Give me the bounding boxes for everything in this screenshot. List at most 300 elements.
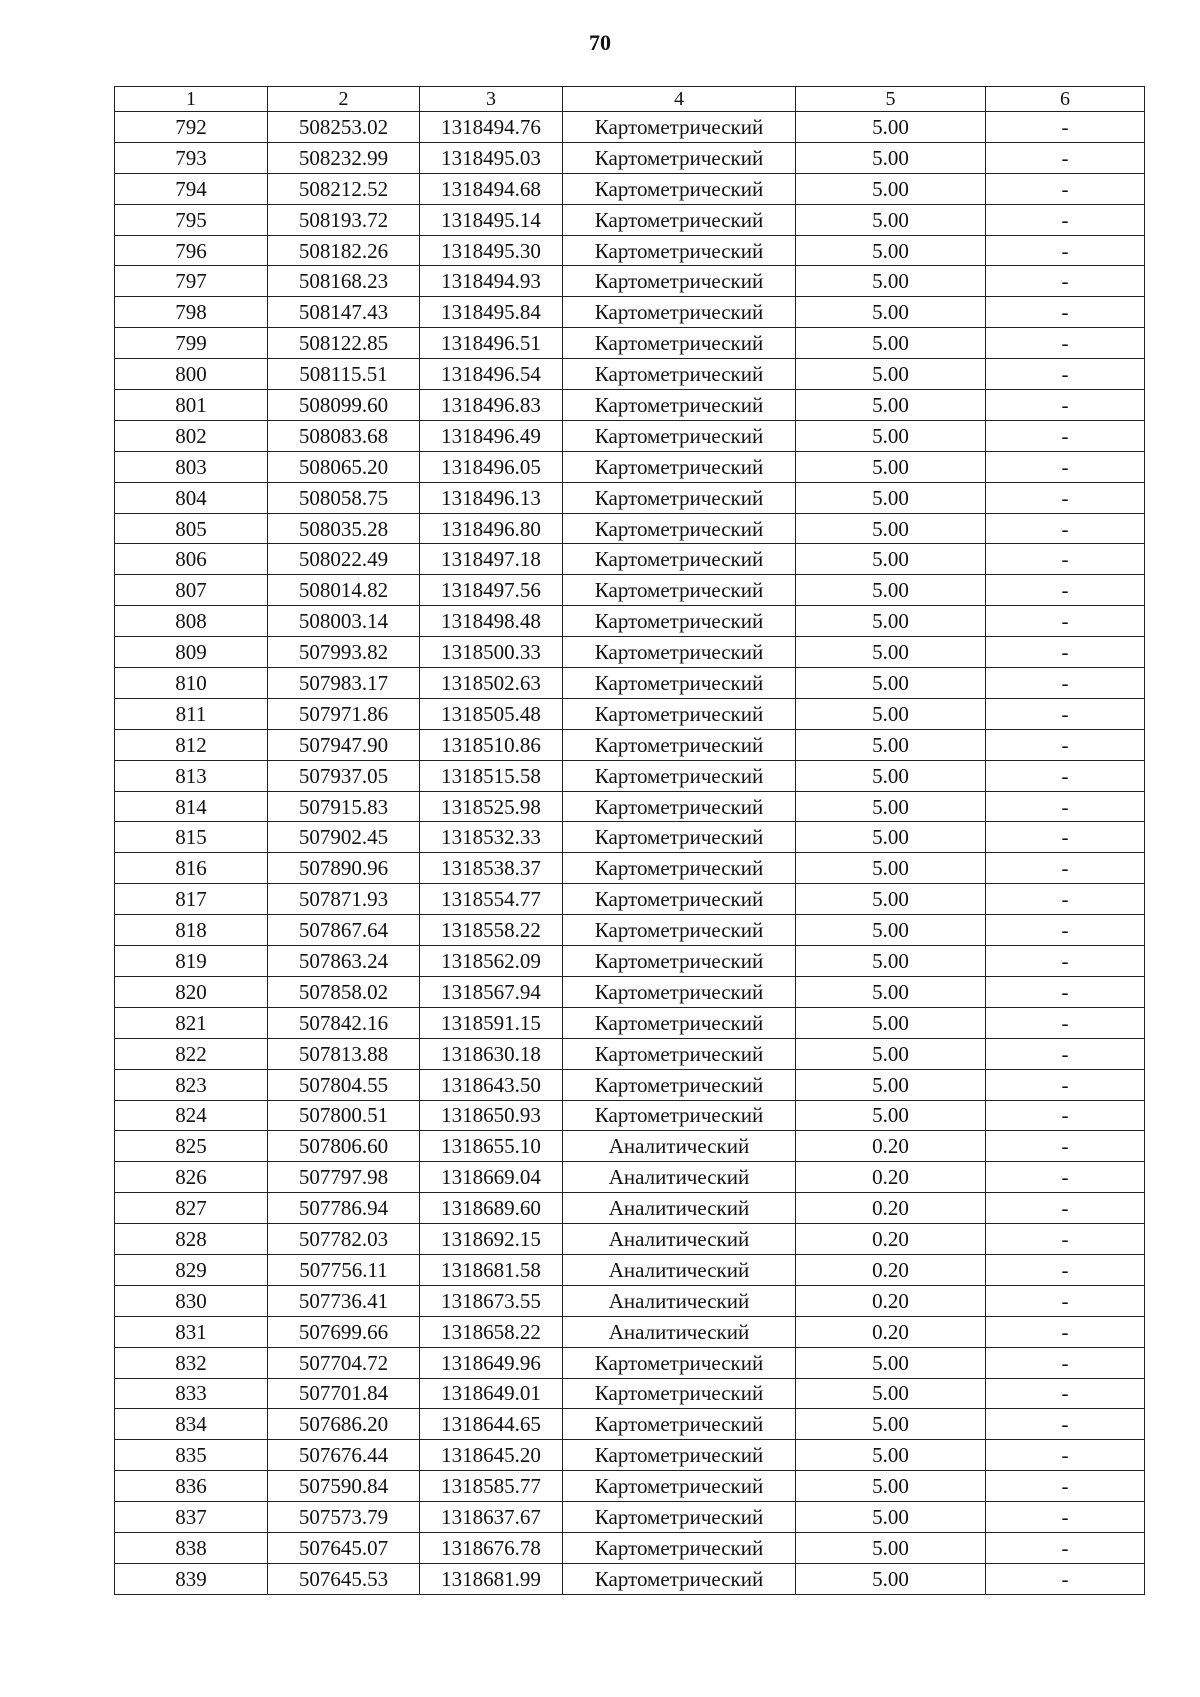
table-row — [115, 513, 1145, 544]
method-cell: Картометрический — [563, 1440, 796, 1471]
y-coordinate-cell: 1318502.63 — [420, 668, 563, 699]
y-coordinate-cell: 1318496.83 — [420, 390, 563, 421]
x-coordinate-cell: 508099.60 — [268, 390, 420, 421]
table-row — [115, 1162, 1145, 1193]
table-row — [115, 235, 1145, 266]
y-coordinate-cell: 1318681.99 — [420, 1563, 563, 1594]
accuracy-cell: 0.20 — [796, 1131, 986, 1162]
y-coordinate-cell: 1318591.15 — [420, 1007, 563, 1038]
point-number-cell: 823 — [115, 1069, 268, 1100]
y-coordinate-cell: 1318495.84 — [420, 297, 563, 328]
x-coordinate-cell: 507937.05 — [268, 760, 420, 791]
note-cell: - — [986, 112, 1145, 143]
method-cell: Картометрический — [563, 1378, 796, 1409]
note-cell: - — [986, 791, 1145, 822]
accuracy-cell: 5.00 — [796, 420, 986, 451]
x-coordinate-cell: 508058.75 — [268, 482, 420, 513]
y-coordinate-cell: 1318500.33 — [420, 637, 563, 668]
note-cell: - — [986, 1563, 1145, 1594]
x-coordinate-cell: 507786.94 — [268, 1193, 420, 1224]
note-cell: - — [986, 328, 1145, 359]
note-cell: - — [986, 359, 1145, 390]
table-row — [115, 544, 1145, 575]
note-cell: - — [986, 1224, 1145, 1255]
accuracy-cell: 5.00 — [796, 359, 986, 390]
note-cell: - — [986, 1162, 1145, 1193]
x-coordinate-cell: 507701.84 — [268, 1378, 420, 1409]
note-cell: - — [986, 390, 1145, 421]
x-coordinate-cell: 508003.14 — [268, 606, 420, 637]
y-coordinate-cell: 1318692.15 — [420, 1224, 563, 1255]
point-number-cell: 827 — [115, 1193, 268, 1224]
method-cell: Картометрический — [563, 606, 796, 637]
point-number-cell: 820 — [115, 976, 268, 1007]
y-coordinate-cell: 1318689.60 — [420, 1193, 563, 1224]
accuracy-cell: 0.20 — [796, 1254, 986, 1285]
table-row — [115, 1409, 1145, 1440]
y-coordinate-cell: 1318538.37 — [420, 853, 563, 884]
point-number-cell: 803 — [115, 451, 268, 482]
y-coordinate-cell: 1318505.48 — [420, 698, 563, 729]
note-cell: - — [986, 235, 1145, 266]
accuracy-cell: 5.00 — [796, 1440, 986, 1471]
column-header-4: 4 — [563, 87, 796, 112]
table-row — [115, 853, 1145, 884]
x-coordinate-cell: 507993.82 — [268, 637, 420, 668]
method-cell: Картометрический — [563, 822, 796, 853]
point-number-cell: 826 — [115, 1162, 268, 1193]
accuracy-cell: 5.00 — [796, 1532, 986, 1563]
note-cell: - — [986, 142, 1145, 173]
y-coordinate-cell: 1318510.86 — [420, 729, 563, 760]
point-number-cell: 821 — [115, 1007, 268, 1038]
y-coordinate-cell: 1318562.09 — [420, 946, 563, 977]
table-row — [115, 142, 1145, 173]
y-coordinate-cell: 1318515.58 — [420, 760, 563, 791]
table-row — [115, 1100, 1145, 1131]
note-cell: - — [986, 884, 1145, 915]
method-cell: Картометрический — [563, 328, 796, 359]
accuracy-cell: 5.00 — [796, 791, 986, 822]
method-cell: Картометрический — [563, 884, 796, 915]
method-cell: Картометрический — [563, 173, 796, 204]
method-cell: Картометрический — [563, 112, 796, 143]
x-coordinate-cell: 507797.98 — [268, 1162, 420, 1193]
x-coordinate-cell: 507686.20 — [268, 1409, 420, 1440]
note-cell: - — [986, 297, 1145, 328]
y-coordinate-cell: 1318643.50 — [420, 1069, 563, 1100]
y-coordinate-cell: 1318554.77 — [420, 884, 563, 915]
header-row — [115, 87, 1145, 112]
method-cell: Картометрический — [563, 359, 796, 390]
point-number-cell: 816 — [115, 853, 268, 884]
point-number-cell: 832 — [115, 1347, 268, 1378]
x-coordinate-cell: 507800.51 — [268, 1100, 420, 1131]
y-coordinate-cell: 1318585.77 — [420, 1471, 563, 1502]
accuracy-cell: 5.00 — [796, 668, 986, 699]
x-coordinate-cell: 508083.68 — [268, 420, 420, 451]
point-number-cell: 813 — [115, 760, 268, 791]
method-cell: Картометрический — [563, 1563, 796, 1594]
note-cell: - — [986, 606, 1145, 637]
table-row — [115, 1502, 1145, 1533]
accuracy-cell: 5.00 — [796, 482, 986, 513]
point-number-cell: 810 — [115, 668, 268, 699]
point-number-cell: 812 — [115, 729, 268, 760]
point-number-cell: 809 — [115, 637, 268, 668]
table-row — [115, 1378, 1145, 1409]
method-cell: Аналитический — [563, 1285, 796, 1316]
accuracy-cell: 5.00 — [796, 729, 986, 760]
note-cell: - — [986, 204, 1145, 235]
x-coordinate-cell: 507756.11 — [268, 1254, 420, 1285]
accuracy-cell: 5.00 — [796, 884, 986, 915]
point-number-cell: 815 — [115, 822, 268, 853]
method-cell: Картометрический — [563, 791, 796, 822]
y-coordinate-cell: 1318495.14 — [420, 204, 563, 235]
method-cell: Картометрический — [563, 1347, 796, 1378]
method-cell: Картометрический — [563, 698, 796, 729]
method-cell: Картометрический — [563, 1069, 796, 1100]
x-coordinate-cell: 507867.64 — [268, 915, 420, 946]
accuracy-cell: 5.00 — [796, 235, 986, 266]
table-row — [115, 1316, 1145, 1347]
method-cell: Аналитический — [563, 1131, 796, 1162]
x-coordinate-cell: 508122.85 — [268, 328, 420, 359]
table-row — [115, 729, 1145, 760]
table-row — [115, 1193, 1145, 1224]
note-cell: - — [986, 1316, 1145, 1347]
accuracy-cell: 5.00 — [796, 112, 986, 143]
table-row — [115, 1007, 1145, 1038]
note-cell: - — [986, 637, 1145, 668]
method-cell: Картометрический — [563, 513, 796, 544]
table-row — [115, 976, 1145, 1007]
column-header-1: 1 — [115, 87, 268, 112]
method-cell: Картометрический — [563, 1409, 796, 1440]
table-row — [115, 1347, 1145, 1378]
point-number-cell: 801 — [115, 390, 268, 421]
method-cell: Картометрический — [563, 142, 796, 173]
point-number-cell: 817 — [115, 884, 268, 915]
method-cell: Картометрический — [563, 853, 796, 884]
y-coordinate-cell: 1318649.96 — [420, 1347, 563, 1378]
method-cell: Аналитический — [563, 1193, 796, 1224]
point-number-cell: 806 — [115, 544, 268, 575]
accuracy-cell: 5.00 — [796, 266, 986, 297]
table-row — [115, 1563, 1145, 1594]
method-cell: Картометрический — [563, 266, 796, 297]
method-cell: Картометрический — [563, 637, 796, 668]
accuracy-cell: 5.00 — [796, 1471, 986, 1502]
note-cell: - — [986, 698, 1145, 729]
note-cell: - — [986, 420, 1145, 451]
point-number-cell: 837 — [115, 1502, 268, 1533]
x-coordinate-cell: 508147.43 — [268, 297, 420, 328]
point-number-cell: 796 — [115, 235, 268, 266]
column-header-2: 2 — [268, 87, 420, 112]
y-coordinate-cell: 1318669.04 — [420, 1162, 563, 1193]
y-coordinate-cell: 1318567.94 — [420, 976, 563, 1007]
note-cell: - — [986, 1131, 1145, 1162]
method-cell: Картометрический — [563, 729, 796, 760]
coordinates-table — [114, 86, 1145, 1595]
note-cell: - — [986, 544, 1145, 575]
note-cell: - — [986, 1069, 1145, 1100]
table-row — [115, 204, 1145, 235]
point-number-cell: 835 — [115, 1440, 268, 1471]
table-row — [115, 173, 1145, 204]
note-cell: - — [986, 1254, 1145, 1285]
note-cell: - — [986, 1100, 1145, 1131]
y-coordinate-cell: 1318645.20 — [420, 1440, 563, 1471]
table-body — [115, 112, 1145, 1595]
method-cell: Картометрический — [563, 235, 796, 266]
accuracy-cell: 5.00 — [796, 297, 986, 328]
note-cell: - — [986, 1193, 1145, 1224]
point-number-cell: 794 — [115, 173, 268, 204]
y-coordinate-cell: 1318673.55 — [420, 1285, 563, 1316]
point-number-cell: 825 — [115, 1131, 268, 1162]
x-coordinate-cell: 507842.16 — [268, 1007, 420, 1038]
accuracy-cell: 5.00 — [796, 1038, 986, 1069]
accuracy-cell: 5.00 — [796, 1502, 986, 1533]
method-cell: Картометрический — [563, 760, 796, 791]
table-row — [115, 1069, 1145, 1100]
x-coordinate-cell: 507676.44 — [268, 1440, 420, 1471]
y-coordinate-cell: 1318655.10 — [420, 1131, 563, 1162]
accuracy-cell: 5.00 — [796, 1347, 986, 1378]
x-coordinate-cell: 507947.90 — [268, 729, 420, 760]
y-coordinate-cell: 1318681.58 — [420, 1254, 563, 1285]
y-coordinate-cell: 1318496.49 — [420, 420, 563, 451]
table-row — [115, 451, 1145, 482]
table-row — [115, 884, 1145, 915]
accuracy-cell: 5.00 — [796, 606, 986, 637]
point-number-cell: 822 — [115, 1038, 268, 1069]
x-coordinate-cell: 507983.17 — [268, 668, 420, 699]
note-cell: - — [986, 1502, 1145, 1533]
table-row — [115, 791, 1145, 822]
method-cell: Аналитический — [563, 1224, 796, 1255]
x-coordinate-cell: 507890.96 — [268, 853, 420, 884]
x-coordinate-cell: 508014.82 — [268, 575, 420, 606]
note-cell: - — [986, 668, 1145, 699]
accuracy-cell: 5.00 — [796, 451, 986, 482]
x-coordinate-cell: 507704.72 — [268, 1347, 420, 1378]
point-number-cell: 831 — [115, 1316, 268, 1347]
y-coordinate-cell: 1318558.22 — [420, 915, 563, 946]
y-coordinate-cell: 1318496.54 — [420, 359, 563, 390]
point-number-cell: 836 — [115, 1471, 268, 1502]
accuracy-cell: 5.00 — [796, 513, 986, 544]
x-coordinate-cell: 507804.55 — [268, 1069, 420, 1100]
x-coordinate-cell: 507813.88 — [268, 1038, 420, 1069]
accuracy-cell: 5.00 — [796, 698, 986, 729]
y-coordinate-cell: 1318650.93 — [420, 1100, 563, 1131]
accuracy-cell: 5.00 — [796, 1007, 986, 1038]
x-coordinate-cell: 507573.79 — [268, 1502, 420, 1533]
note-cell: - — [986, 976, 1145, 1007]
method-cell: Картометрический — [563, 915, 796, 946]
x-coordinate-cell: 507590.84 — [268, 1471, 420, 1502]
y-coordinate-cell: 1318496.51 — [420, 328, 563, 359]
table-row — [115, 1131, 1145, 1162]
point-number-cell: 807 — [115, 575, 268, 606]
x-coordinate-cell: 508035.28 — [268, 513, 420, 544]
note-cell: - — [986, 1471, 1145, 1502]
table-row — [115, 482, 1145, 513]
accuracy-cell: 0.20 — [796, 1162, 986, 1193]
point-number-cell: 834 — [115, 1409, 268, 1440]
point-number-cell: 805 — [115, 513, 268, 544]
table-row — [115, 698, 1145, 729]
method-cell: Картометрический — [563, 575, 796, 606]
table-row — [115, 637, 1145, 668]
accuracy-cell: 5.00 — [796, 637, 986, 668]
point-number-cell: 795 — [115, 204, 268, 235]
note-cell: - — [986, 1532, 1145, 1563]
table-row — [115, 575, 1145, 606]
method-cell: Картометрический — [563, 1532, 796, 1563]
column-header-5: 5 — [796, 87, 986, 112]
x-coordinate-cell: 507736.41 — [268, 1285, 420, 1316]
y-coordinate-cell: 1318644.65 — [420, 1409, 563, 1440]
point-number-cell: 797 — [115, 266, 268, 297]
method-cell: Картометрический — [563, 668, 796, 699]
accuracy-cell: 0.20 — [796, 1285, 986, 1316]
point-number-cell: 793 — [115, 142, 268, 173]
note-cell: - — [986, 1378, 1145, 1409]
method-cell: Картометрический — [563, 544, 796, 575]
y-coordinate-cell: 1318496.05 — [420, 451, 563, 482]
accuracy-cell: 5.00 — [796, 173, 986, 204]
method-cell: Картометрический — [563, 1100, 796, 1131]
point-number-cell: 802 — [115, 420, 268, 451]
note-cell: - — [986, 1007, 1145, 1038]
accuracy-cell: 5.00 — [796, 1409, 986, 1440]
accuracy-cell: 5.00 — [796, 760, 986, 791]
accuracy-cell: 5.00 — [796, 822, 986, 853]
table-row — [115, 668, 1145, 699]
method-cell: Аналитический — [563, 1316, 796, 1347]
accuracy-cell: 5.00 — [796, 142, 986, 173]
point-number-cell: 818 — [115, 915, 268, 946]
table-header — [115, 87, 1145, 112]
y-coordinate-cell: 1318637.67 — [420, 1502, 563, 1533]
accuracy-cell: 0.20 — [796, 1193, 986, 1224]
y-coordinate-cell: 1318495.03 — [420, 142, 563, 173]
table-row — [115, 1285, 1145, 1316]
x-coordinate-cell: 508232.99 — [268, 142, 420, 173]
point-number-cell: 792 — [115, 112, 268, 143]
x-coordinate-cell: 507915.83 — [268, 791, 420, 822]
method-cell: Картометрический — [563, 390, 796, 421]
y-coordinate-cell: 1318676.78 — [420, 1532, 563, 1563]
note-cell: - — [986, 1440, 1145, 1471]
x-coordinate-cell: 508022.49 — [268, 544, 420, 575]
y-coordinate-cell: 1318494.93 — [420, 266, 563, 297]
x-coordinate-cell: 507902.45 — [268, 822, 420, 853]
x-coordinate-cell: 508253.02 — [268, 112, 420, 143]
method-cell: Картометрический — [563, 482, 796, 513]
table-row — [115, 915, 1145, 946]
method-cell: Картометрический — [563, 204, 796, 235]
accuracy-cell: 5.00 — [796, 390, 986, 421]
point-number-cell: 839 — [115, 1563, 268, 1594]
note-cell: - — [986, 575, 1145, 606]
point-number-cell: 808 — [115, 606, 268, 637]
method-cell: Картометрический — [563, 1502, 796, 1533]
y-coordinate-cell: 1318630.18 — [420, 1038, 563, 1069]
x-coordinate-cell: 508193.72 — [268, 204, 420, 235]
x-coordinate-cell: 507782.03 — [268, 1224, 420, 1255]
note-cell: - — [986, 1409, 1145, 1440]
y-coordinate-cell: 1318494.76 — [420, 112, 563, 143]
y-coordinate-cell: 1318532.33 — [420, 822, 563, 853]
y-coordinate-cell: 1318496.80 — [420, 513, 563, 544]
point-number-cell: 798 — [115, 297, 268, 328]
method-cell: Картометрический — [563, 976, 796, 1007]
accuracy-cell: 5.00 — [796, 1563, 986, 1594]
column-header-3: 3 — [420, 87, 563, 112]
table-row — [115, 328, 1145, 359]
y-coordinate-cell: 1318658.22 — [420, 1316, 563, 1347]
accuracy-cell: 5.00 — [796, 1100, 986, 1131]
accuracy-cell: 5.00 — [796, 1069, 986, 1100]
accuracy-cell: 5.00 — [796, 976, 986, 1007]
accuracy-cell: 5.00 — [796, 915, 986, 946]
note-cell: - — [986, 173, 1145, 204]
y-coordinate-cell: 1318495.30 — [420, 235, 563, 266]
method-cell: Картометрический — [563, 1007, 796, 1038]
x-coordinate-cell: 508115.51 — [268, 359, 420, 390]
table-row — [115, 822, 1145, 853]
x-coordinate-cell: 507699.66 — [268, 1316, 420, 1347]
table-row — [115, 297, 1145, 328]
table-row — [115, 112, 1145, 143]
method-cell: Картометрический — [563, 946, 796, 977]
method-cell: Картометрический — [563, 451, 796, 482]
accuracy-cell: 5.00 — [796, 853, 986, 884]
point-number-cell: 819 — [115, 946, 268, 977]
x-coordinate-cell: 507806.60 — [268, 1131, 420, 1162]
method-cell: Аналитический — [563, 1254, 796, 1285]
table-row — [115, 1254, 1145, 1285]
accuracy-cell: 5.00 — [796, 575, 986, 606]
y-coordinate-cell: 1318497.18 — [420, 544, 563, 575]
table-row — [115, 1224, 1145, 1255]
y-coordinate-cell: 1318497.56 — [420, 575, 563, 606]
point-number-cell: 829 — [115, 1254, 268, 1285]
note-cell: - — [986, 451, 1145, 482]
y-coordinate-cell: 1318494.68 — [420, 173, 563, 204]
method-cell: Картометрический — [563, 297, 796, 328]
x-coordinate-cell: 507971.86 — [268, 698, 420, 729]
accuracy-cell: 0.20 — [796, 1316, 986, 1347]
accuracy-cell: 5.00 — [796, 946, 986, 977]
note-cell: - — [986, 482, 1145, 513]
note-cell: - — [986, 946, 1145, 977]
point-number-cell: 838 — [115, 1532, 268, 1563]
note-cell: - — [986, 1347, 1145, 1378]
point-number-cell: 828 — [115, 1224, 268, 1255]
point-number-cell: 799 — [115, 328, 268, 359]
table-row — [115, 390, 1145, 421]
table-row — [115, 1038, 1145, 1069]
accuracy-cell: 5.00 — [796, 204, 986, 235]
y-coordinate-cell: 1318496.13 — [420, 482, 563, 513]
